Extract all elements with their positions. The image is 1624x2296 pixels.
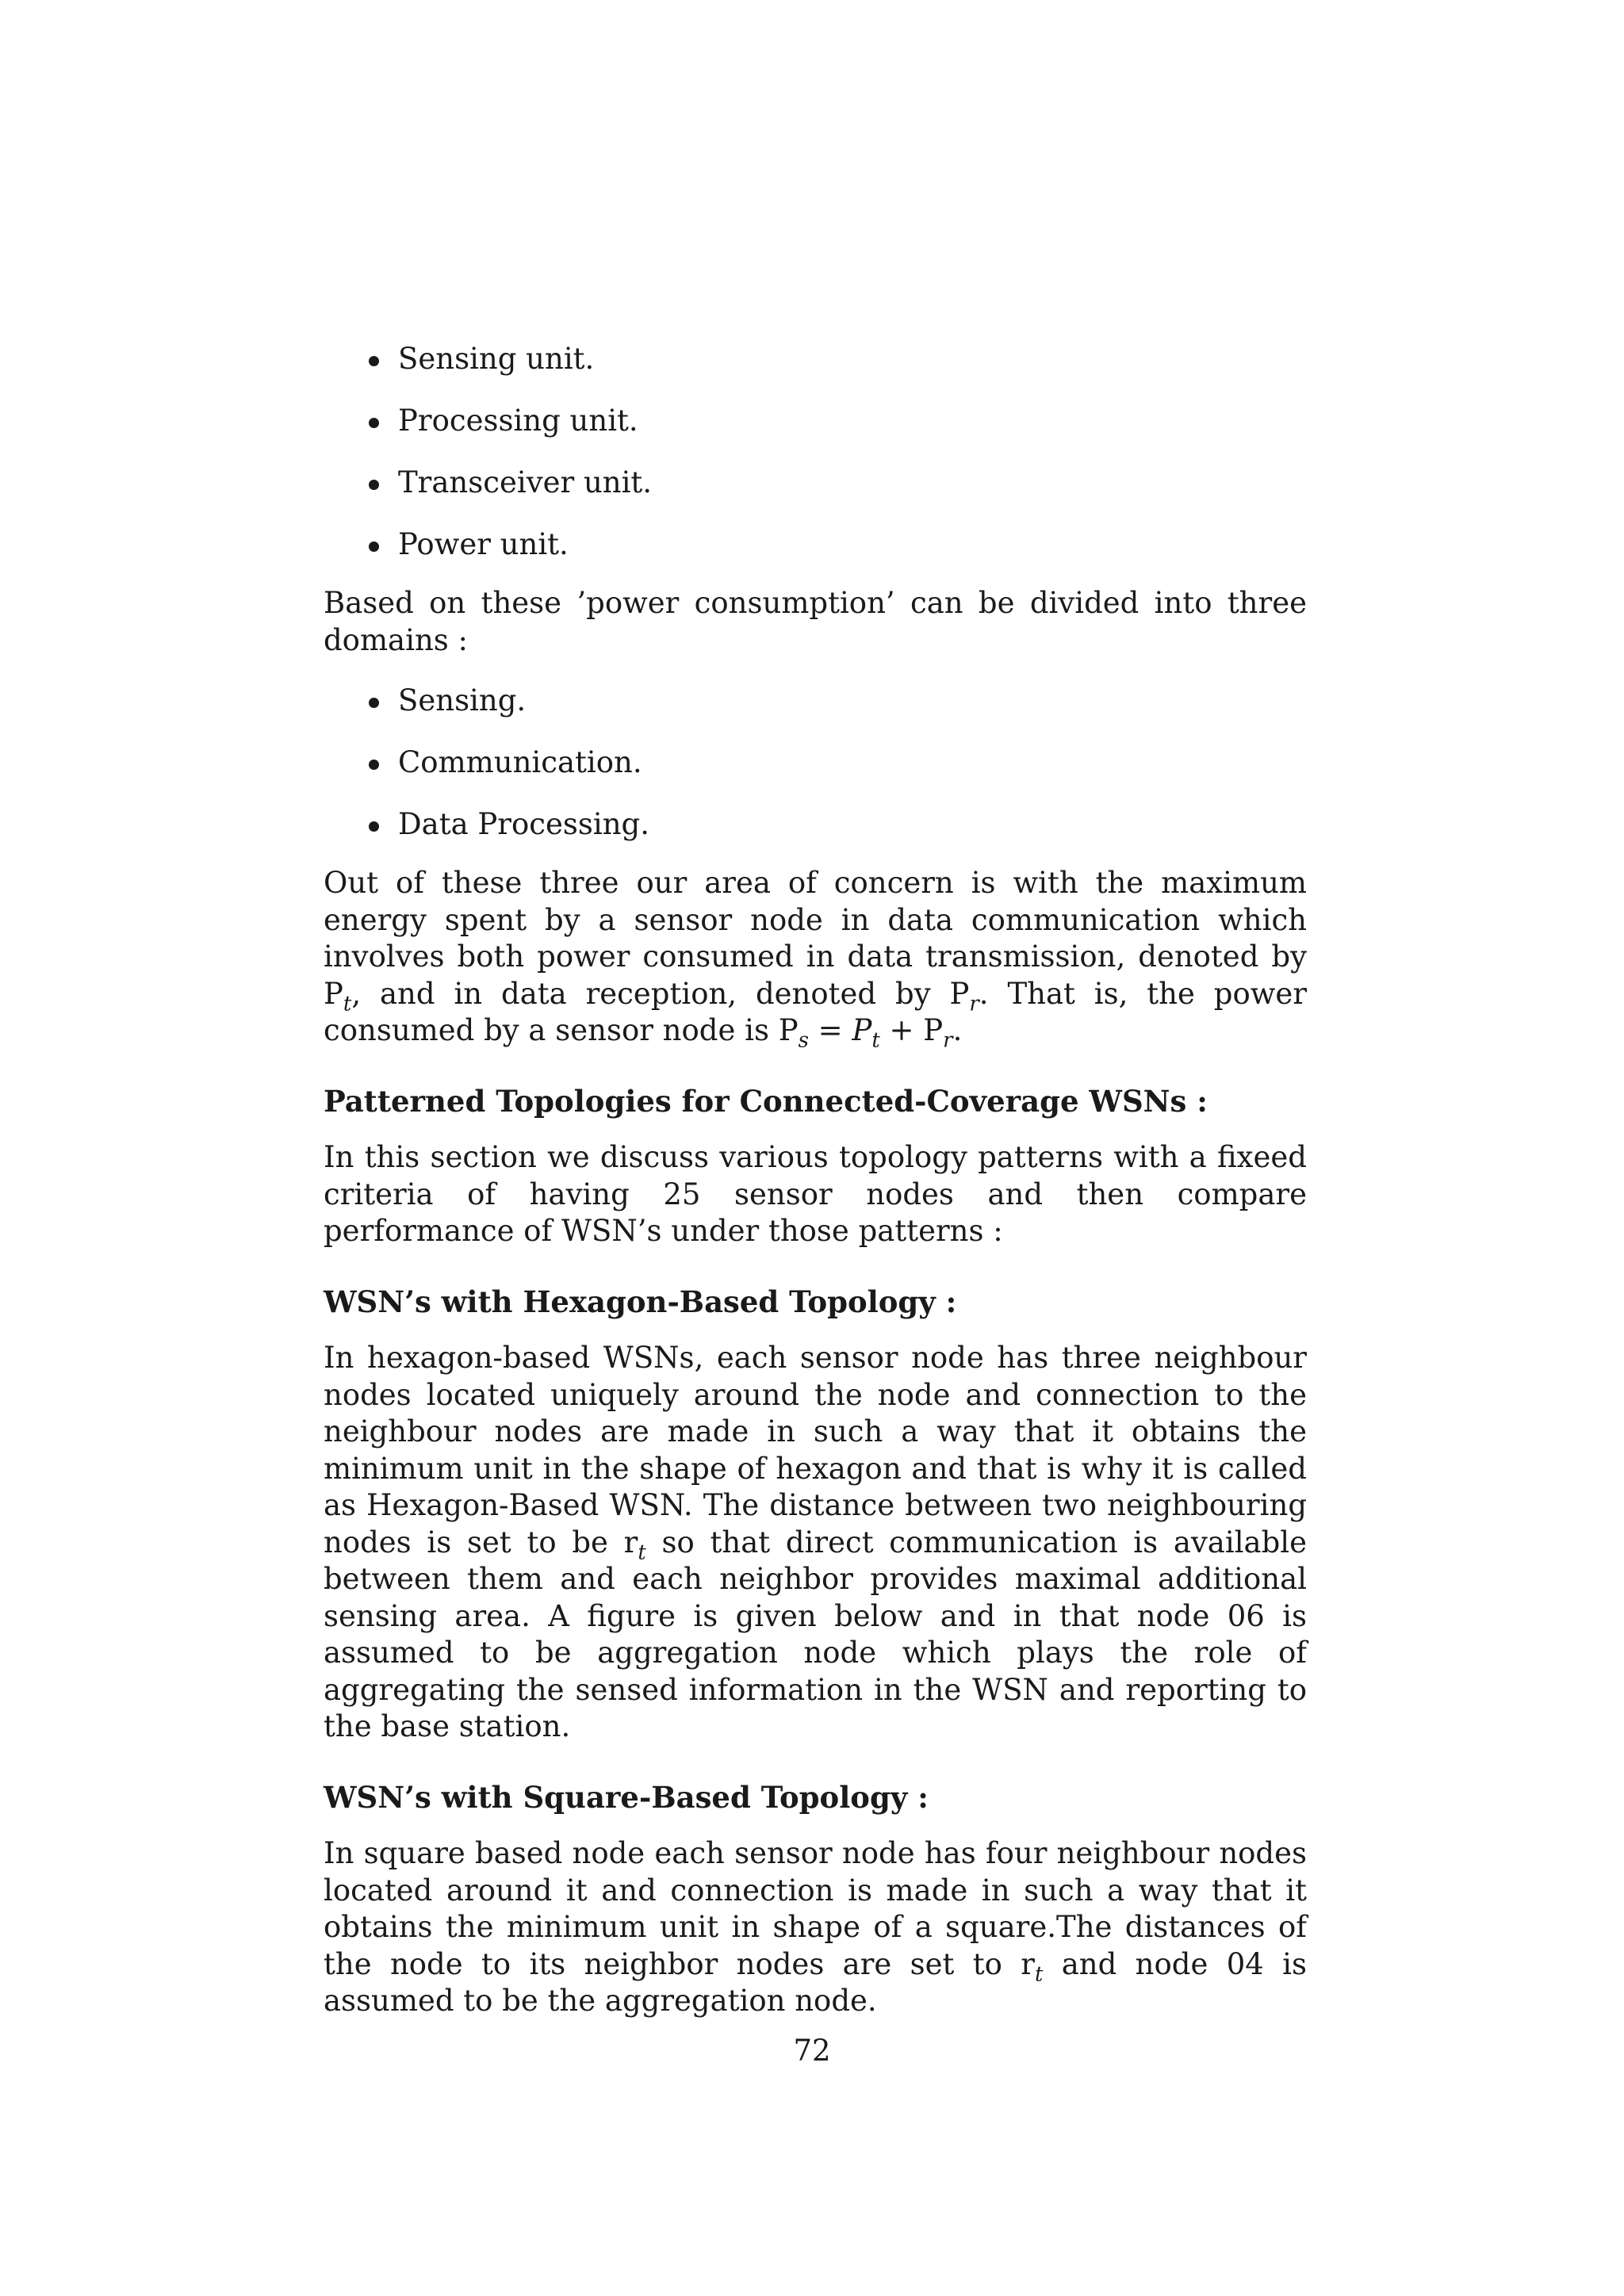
page-number: 72	[793, 2034, 831, 2068]
section-heading-patterned: Patterned Topologies for Connected-Coverage WSNs :	[324, 1083, 1208, 1119]
list-item: Data Processing.	[324, 806, 1307, 844]
list-item: Power unit.	[324, 526, 1307, 564]
square-paragraph: In square based node each sensor node has four neighbour nodes located around it and connection is made in such a way that it obtains the minimum unit in shape of a square.The distances of the node to its neighbor nodes are set to $r_t$ and node 04 is assumed to be the aggregation node.	[324, 1836, 1307, 2018]
list-item: Sensing unit.	[324, 341, 1307, 378]
list-item: Transceiver unit.	[324, 465, 1307, 502]
patterned-paragraph: In this section we discuss various topology patterns with a fixeed criteria of having 25 sensor nodes and then compare performance of WSN’s under those patterns :	[324, 1140, 1307, 1248]
section-heading-hexagon: WSN’s with Hexagon-Based Topology :	[324, 1284, 957, 1319]
units-list	[324, 341, 1307, 564]
energy-paragraph: Out of these three our area of concern is with the maximum energy spent by a sensor node in data communication which involves both power consumed in data transmission, denoted by $P_t$, and in data reception, denoted by $P_r$. That is, the power consumed by a sensor node is $P_s = P_t + P_r$.	[324, 866, 1308, 1053]
section-heading-square: WSN’s with Square-Based Topology :	[324, 1779, 929, 1815]
domains-list	[324, 683, 1307, 844]
domains-intro: Based on these ’power consumption’ can be divided into three domains :	[324, 586, 1307, 657]
list-item: Sensing.	[324, 683, 1307, 720]
list-item: Communication.	[324, 744, 1307, 782]
page-body	[324, 341, 1307, 2020]
list-item: Processing unit.	[324, 403, 1307, 440]
hexagon-paragraph: In hexagon-based WSNs, each sensor node has three neighbour nodes located uniquely around the node and connection to the neighbour nodes are made in such a way that it obtains the minimum unit in the shape of hexagon and that is why it is called as Hexagon-Based WSN. The distance between two neighbouring nodes is set to be $r_t$ so that direct communication is available between them and each neighbor provides maximal additional sensing area. A figure is given below and in that node 06 is assumed to be aggregation node which plays the role of aggregating the sensed information in the WSN and reporting to the base station.	[324, 1341, 1308, 1743]
